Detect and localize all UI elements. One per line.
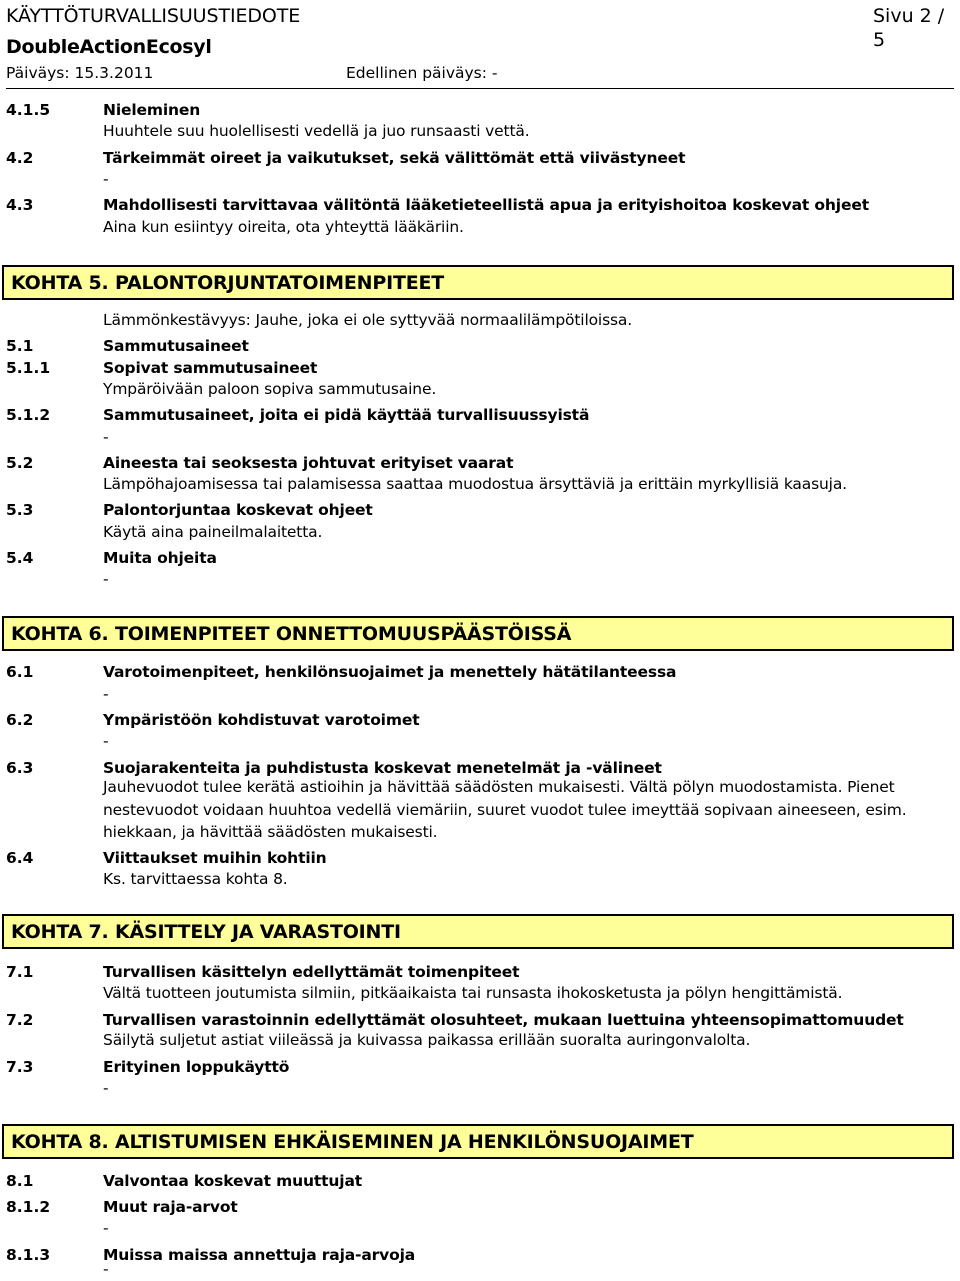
issue-date: Päiväys: 15.3.2011 [6, 64, 154, 82]
section-6-heading: KOHTA 6. TOIMENPITEET ONNETTOMUUSPÄÄSTÖISSÄ [2, 616, 954, 651]
subsection-text: - [103, 428, 109, 446]
subsection-text: - [103, 170, 109, 188]
section-number: 6.1 [6, 663, 34, 681]
subsection-heading: Palontorjuntaa koskevat ohjeet [103, 501, 373, 519]
subsection-text: Ympäröivään paloon sopiva sammutusaine. [103, 380, 437, 398]
section-number: 6.2 [6, 711, 34, 729]
section-number: 7.1 [6, 963, 34, 981]
document-title: KÄYTTÖTURVALLISUUSTIEDOTE [6, 5, 301, 27]
header-divider [6, 88, 954, 89]
subsection-heading: Ympäristöön kohdistuvat varotoimet [103, 711, 420, 729]
subsection-text: Ks. tarvittaessa kohta 8. [103, 870, 288, 888]
subsection-text: - [103, 570, 109, 588]
subsection-text: - [103, 1219, 109, 1237]
product-name: DoubleActionEcosyl [6, 36, 212, 58]
section-number: 8.1.3 [6, 1246, 51, 1264]
subsection-text: - [103, 732, 109, 750]
section-number: 4.3 [6, 196, 34, 214]
section-8-heading: KOHTA 8. ALTISTUMISEN EHKÄISEMINEN JA HENKILÖNSUOJAIMET [2, 1124, 954, 1159]
subsection-text: - [103, 685, 109, 703]
section-number: 7.3 [6, 1058, 34, 1076]
subsection-heading: Nieleminen [103, 101, 201, 119]
section-number: 5.3 [6, 501, 34, 519]
subsection-heading: Muita ohjeita [103, 549, 217, 567]
subsection-text: Käytä aina paineilmalaitetta. [103, 523, 323, 541]
section-number: 6.4 [6, 849, 34, 867]
subsection-heading: Turvallisen varastoinnin edellyttämät olosuhteet, mukaan luettuina yhteensopimattomuudet [103, 1011, 904, 1029]
section-number: 4.2 [6, 149, 34, 167]
section-number: 5.1.1 [6, 359, 51, 377]
subsection-heading: Turvallisen käsittelyn edellyttämät toimenpiteet [103, 963, 520, 981]
subsection-text: Huuhtele suu huolellisesti vedellä ja juo runsaasti vettä. [103, 122, 530, 140]
subsection-heading: Tärkeimmät oireet ja vaikutukset, sekä välittömät että viivästyneet [103, 149, 686, 167]
section-number: 5.4 [6, 549, 34, 567]
page-number: Sivu 2 / 5 [873, 5, 945, 51]
section-7-heading: KOHTA 7. KÄSITTELY JA VARASTOINTI [2, 914, 954, 949]
subsection-heading: Suojarakenteita ja puhdistusta koskevat menetelmät ja -välineet [103, 759, 662, 777]
subsection-text: Vältä tuotteen joutumista silmiin, pitkäaikaista tai runsasta ihokosketusta ja pölyn hengittämistä. [103, 984, 843, 1002]
subsection-heading: Varotoimenpiteet, henkilönsuojaimet ja menettely hätätilanteessa [103, 663, 677, 681]
subsection-text: hiekkaan, ja hävittää säädösten mukaisesti. [103, 823, 438, 841]
section-number: 5.2 [6, 454, 34, 472]
subsection-heading: Aineesta tai seoksesta johtuvat erityiset vaarat [103, 454, 514, 472]
subsection-text: Lämpöhajoamisessa tai palamisessa saattaa muodostua ärsyttäviä ja erittäin myrkyllisiä kaasuja. [103, 475, 847, 493]
section-number: 7.2 [6, 1011, 34, 1029]
subsection-text: nestevuodot voidaan huuhtoa vedellä viemäriin, suuret vuodot tulee imeyttää sopivaan aineeseen, esim. [103, 801, 907, 819]
subsection-text: - [103, 1260, 109, 1278]
subsection-heading: Valvontaa koskevat muuttujat [103, 1172, 363, 1190]
section-number: 4.1.5 [6, 101, 51, 119]
subsection-text: - [103, 1079, 109, 1097]
subsection-heading: Mahdollisesti tarvittavaa välitöntä lääketieteellistä apua ja erityishoitoa koskevat ohjeet [103, 196, 869, 214]
section-number: 6.3 [6, 759, 34, 777]
subsection-heading: Erityinen loppukäyttö [103, 1058, 290, 1076]
section-number: 8.1 [6, 1172, 34, 1190]
section-intro-text: Lämmönkestävyys: Jauhe, joka ei ole syttyvää normaalilämpötiloissa. [103, 311, 633, 329]
section-number: 5.1.2 [6, 406, 51, 424]
subsection-text: Säilytä suljetut astiat viileässä ja kuivassa paikassa erillään suoralta auringonvalolta. [103, 1031, 751, 1049]
subsection-heading: Muissa maissa annettuja raja-arvoja [103, 1246, 416, 1264]
subsection-heading: Sammutusaineet [103, 337, 249, 355]
subsection-heading: Viittaukset muihin kohtiin [103, 849, 327, 867]
section-number: 8.1.2 [6, 1198, 51, 1216]
section-5-heading: KOHTA 5. PALONTORJUNTATOIMENPITEET [2, 265, 954, 300]
previous-date: Edellinen päiväys: - [346, 64, 498, 82]
subsection-heading: Sopivat sammutusaineet [103, 359, 318, 377]
subsection-heading: Sammutusaineet, joita ei pidä käyttää turvallisuussyistä [103, 406, 590, 424]
subsection-heading: Muut raja-arvot [103, 1198, 238, 1216]
section-number: 5.1 [6, 337, 34, 355]
subsection-text: Aina kun esiintyy oireita, ota yhteyttä lääkäriin. [103, 218, 464, 236]
subsection-text: Jauhevuodot tulee kerätä astioihin ja hävittää säädösten mukaisesti. Vältä pölyn muodostamista. Pienet [103, 778, 895, 796]
